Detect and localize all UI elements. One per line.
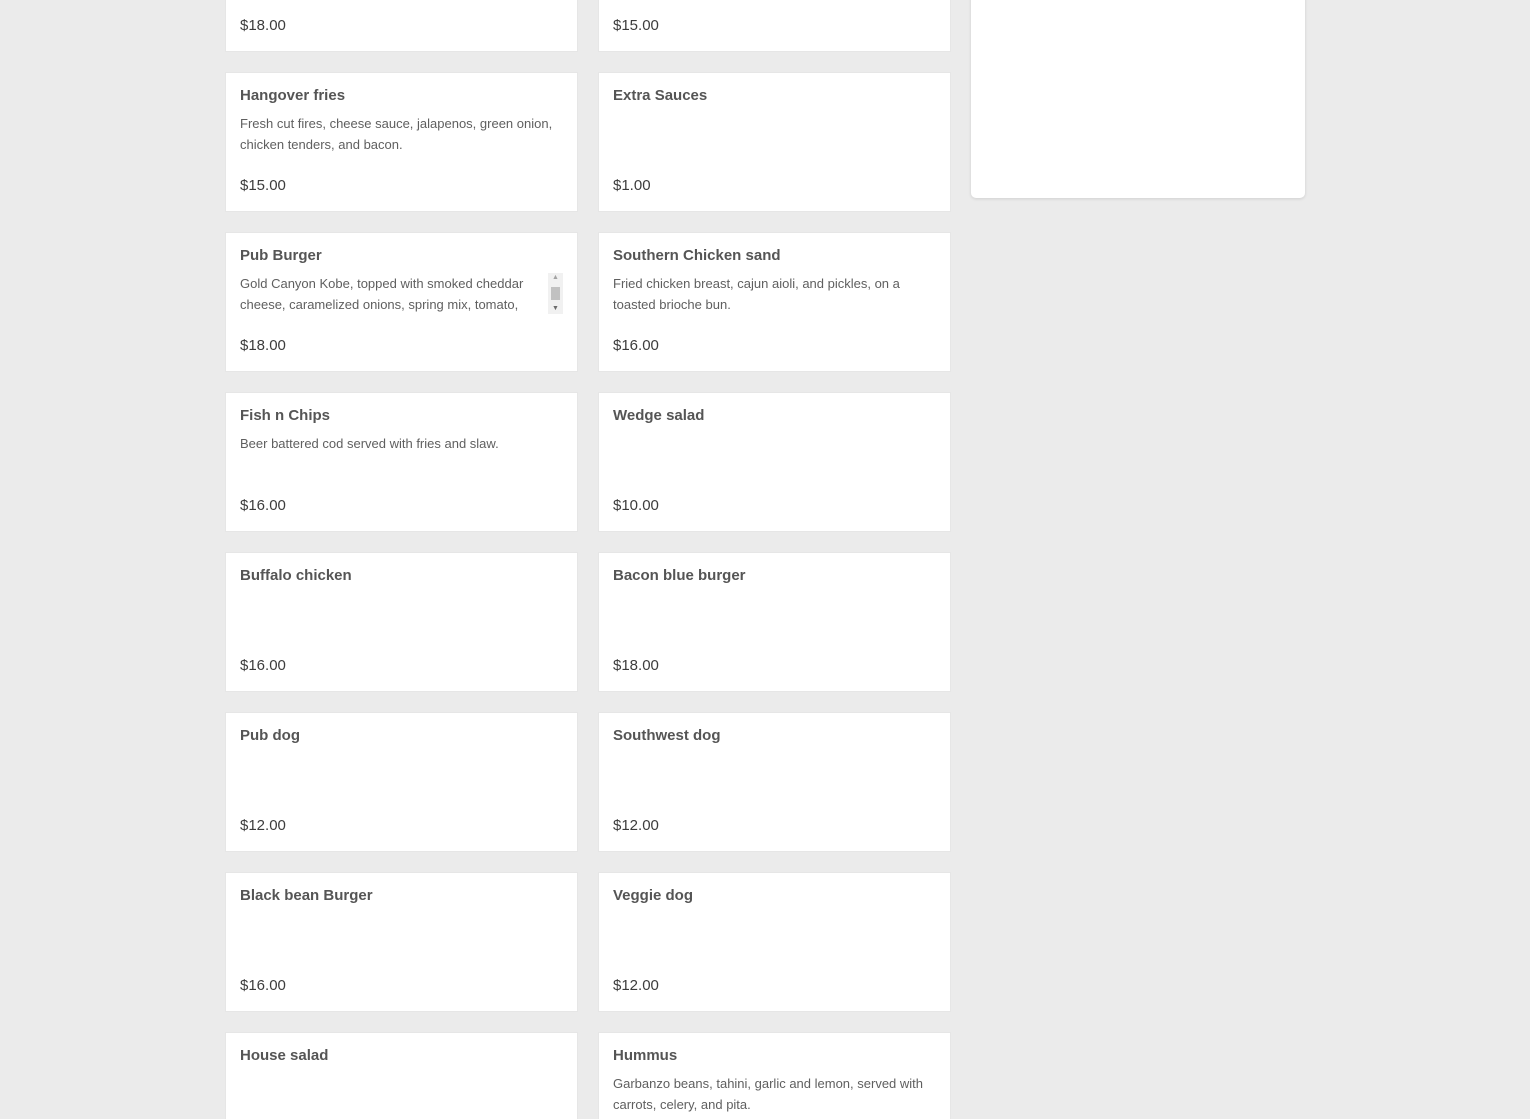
menu-item-price: $18.00 [240,337,286,354]
menu-item-name: Southern Chicken sand [613,247,781,264]
menu-item-card-hummus[interactable] [598,1032,951,1119]
menu-item-price: $18.00 [613,657,659,674]
menu-item-name: Pub Burger [240,247,322,264]
menu-item-card[interactable] [225,0,578,52]
description-scrollbar[interactable] [548,273,563,314]
menu-item-card[interactable] [598,0,951,52]
menu-item-name: Veggie dog [613,887,694,904]
menu-item-card-southwest-dog[interactable] [598,712,951,852]
menu-item-price: $1.00 [613,177,651,194]
menu-item-description: Fried chicken breast, cajun aioli, and pickles, on a toasted brioche bun. [613,276,900,312]
menu-item-price: $16.00 [240,657,286,674]
menu-item-description: Beer battered cod served with fries and slaw. [240,436,499,451]
menu-item-price: $16.00 [240,977,286,994]
menu-item-description [613,593,929,635]
menu-item-card-pub-dog[interactable] [225,712,578,852]
menu-item-description [240,1073,556,1115]
menu-item-price: $12.00 [613,977,659,994]
menu-item-price: $16.00 [240,497,286,514]
menu-item-name: Bacon blue burger [613,567,746,584]
menu-grid [225,0,951,1119]
scrollbar-thumb[interactable] [551,287,560,300]
menu-item-description [240,593,556,635]
menu-item-name: House salad [240,1047,329,1064]
scroll-up-arrow-icon[interactable]: ▲ [552,274,559,281]
menu-item-name: Wedge salad [613,407,705,424]
menu-item-name: Pub dog [240,727,300,744]
menu-item-name: Hummus [613,1047,678,1064]
menu-item-card-buffalo-chicken[interactable] [225,552,578,692]
menu-item-name: Extra Sauces [613,87,708,104]
menu-item-description: Gold Canyon Kobe, topped with smoked cheddar cheese, caramelized onions, spring mix, tomato, [240,276,524,312]
menu-item-description [240,753,556,795]
menu-item-price: $15.00 [240,177,286,194]
menu-item-card-hangover-fries[interactable] [225,72,578,212]
menu-item-description: Garbanzo beans, tahini, garlic and lemon, served with carrots, celery, and pita. [613,1076,924,1112]
order-side-panel [971,0,1305,198]
menu-item-name: Fish n Chips [240,407,330,424]
menu-item-price: $10.00 [613,497,659,514]
menu-item-description [613,113,929,155]
menu-item-card-bacon-blue-burger[interactable] [598,552,951,692]
menu-item-card-southern-chicken-sand[interactable] [598,232,951,372]
menu-item-description [240,913,556,955]
menu-item-name: Buffalo chicken [240,567,352,584]
menu-item-price: $16.00 [613,337,659,354]
menu-item-price: $18.00 [240,17,286,34]
scroll-down-arrow-icon[interactable]: ▼ [552,305,559,312]
menu-item-card-veggie-dog[interactable] [598,872,951,1012]
menu-item-description [613,753,929,795]
menu-item-price: $12.00 [613,817,659,834]
menu-item-card-house-salad[interactable] [225,1032,578,1119]
menu-item-price: $12.00 [240,817,286,834]
menu-item-card-extra-sauces[interactable] [598,72,951,212]
menu-item-description: Fresh cut fires, cheese sauce, jalapenos, green onion, chicken tenders, and bacon. [240,116,553,152]
menu-item-card-black-bean-burger[interactable] [225,872,578,1012]
menu-item-card-wedge-salad[interactable] [598,392,951,532]
menu-item-name: Black bean Burger [240,887,373,904]
menu-item-name: Southwest dog [613,727,721,744]
menu-item-price: $15.00 [613,17,659,34]
menu-item-description [613,433,929,475]
menu-item-card-pub-burger[interactable] [225,232,578,372]
menu-item-description [613,913,929,955]
menu-item-card-fish-n-chips[interactable] [225,392,578,532]
menu-item-name: Hangover fries [240,87,346,104]
